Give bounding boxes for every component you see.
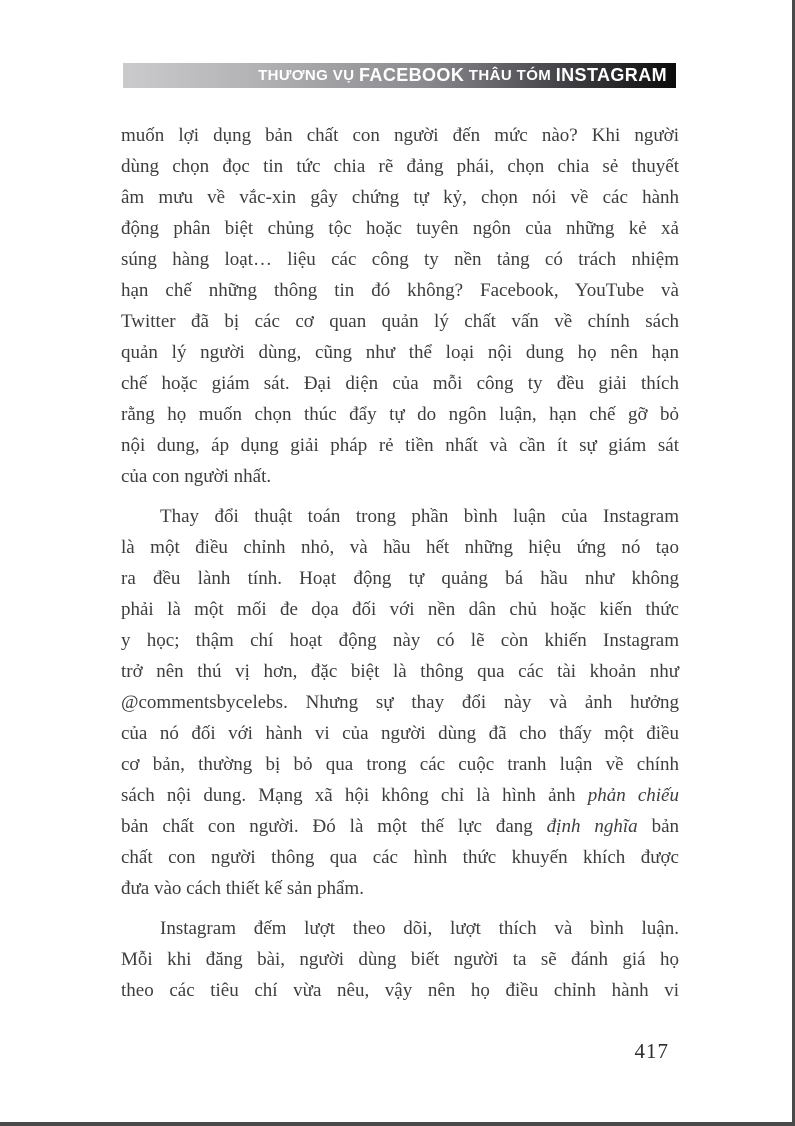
text-run: âm mưu về vắc-xin gây chứng tự kỷ, chọn nói về các hành [121, 187, 679, 208]
text-run: y học; thậm chí hoạt động này có lẽ còn khiến Instagram [121, 630, 679, 651]
text-line [121, 718, 679, 749]
page-number: 417 [634, 1039, 669, 1063]
text-run: dùng chọn đọc tin tức chia rẽ đảng phái, chọn chia sẻ thuyết [121, 156, 679, 177]
text-line [121, 913, 679, 944]
text-line [121, 944, 679, 975]
text-line [121, 563, 679, 594]
text-line [121, 687, 679, 718]
text-run: cơ bản, thường bị bỏ qua trong các cuộc tranh luận về chính [121, 754, 679, 775]
text-line [121, 873, 679, 904]
text-run: phải là một mối đe dọa đối với nền dân chủ hoặc kiến thức [121, 599, 679, 620]
text-run: @commentsbycelebs. Nhưng sự thay đổi này và ảnh hưởng [121, 692, 679, 713]
text-run: Mỗi khi đăng bài, người dùng biết người ta sẽ đánh giá họ [121, 949, 679, 970]
text-line [121, 975, 679, 1006]
text-line [121, 749, 679, 780]
text-line [121, 306, 679, 337]
header-brand-name: FACEBOOK [359, 65, 465, 85]
text-line [121, 213, 679, 244]
text-run: Thay đổi thuật toán trong phần bình luận của Instagram [160, 506, 679, 527]
text-line [121, 501, 679, 532]
text-line [121, 337, 679, 368]
text-run: quản lý người dùng, cũng như thể loại nội dung họ nên hạn [121, 342, 679, 363]
text-line [121, 842, 679, 873]
text-run: Twitter đã bị các cơ quan quản lý chất vấn về chính sách [121, 311, 679, 332]
header-text: THƯƠNG VỤ [258, 67, 360, 84]
text-line [121, 656, 679, 687]
text-run: chế hoặc giám sát. Đại diện của mỗi công ty đều giải thích [121, 373, 679, 394]
text-line [121, 780, 679, 811]
text-line [121, 625, 679, 656]
text-run: rằng họ muốn chọn thúc đẩy tự do ngôn luận, hạn chế gỡ bỏ [121, 404, 679, 425]
text-run: súng hàng loạt… liệu các công ty nền tảng có trách nhiệm [121, 249, 679, 270]
paragraph [121, 501, 679, 904]
text-line [121, 368, 679, 399]
header-brand-name: INSTAGRAM [555, 65, 667, 85]
text-run: ra đều lành tính. Hoạt động tự quảng bá hầu như không [121, 568, 679, 589]
text-line [121, 430, 679, 461]
page-body [121, 120, 679, 1006]
header-text: THÂU TÓM [464, 67, 556, 84]
text-run: nội dung, áp dụng giải pháp rẻ tiền nhất và cần ít sự giám sát [121, 435, 679, 456]
text-run: là một điều chỉnh nhỏ, và hầu hết những hiệu ứng nó tạo [121, 537, 679, 558]
text-line [121, 151, 679, 182]
text-run: muốn lợi dụng bản chất con người đến mức nào? Khi người [121, 125, 679, 146]
text-line [121, 461, 679, 492]
italic-text-run: định nghĩa [546, 816, 638, 837]
text-line [121, 244, 679, 275]
paragraph [121, 913, 679, 1006]
text-run: theo các tiêu chí vừa nêu, vậy nên họ điều chỉnh hành vi [121, 980, 679, 1001]
text-run: chất con người thông qua các hình thức khuyến khích được [121, 847, 679, 868]
italic-text-run: phản chiếu [587, 785, 679, 806]
text-run: Instagram đếm lượt theo dõi, lượt thích và bình luận. [160, 918, 679, 939]
text-run: động phân biệt chủng tộc hoặc tuyên ngôn của những kẻ xả [121, 218, 679, 239]
text-run: hạn chế những thông tin đó không? Facebook, YouTube và [121, 280, 679, 301]
text-run: bản chất con người. Đó là một thế lực đang [121, 816, 547, 837]
text-run: sách nội dung. Mạng xã hội không chỉ là hình ảnh [121, 785, 588, 806]
text-line [121, 811, 679, 842]
text-run: đưa vào cách thiết kế sản phẩm. [121, 878, 364, 899]
text-line [121, 594, 679, 625]
page-edge-shadow-bottom [0, 1122, 795, 1126]
text-run: trở nên thú vị hơn, đặc biệt là thông qua các tài khoản như [121, 661, 679, 682]
text-run: của con người nhất. [121, 466, 272, 487]
text-line [121, 120, 679, 151]
running-header [123, 63, 676, 88]
text-line [121, 532, 679, 563]
text-run: của nó đối với hành vi của người dùng đã cho thấy một điều [121, 723, 679, 744]
text-line [121, 182, 679, 213]
text-run: bản [637, 816, 680, 837]
text-line [121, 399, 679, 430]
paragraph [121, 120, 679, 492]
text-line [121, 275, 679, 306]
